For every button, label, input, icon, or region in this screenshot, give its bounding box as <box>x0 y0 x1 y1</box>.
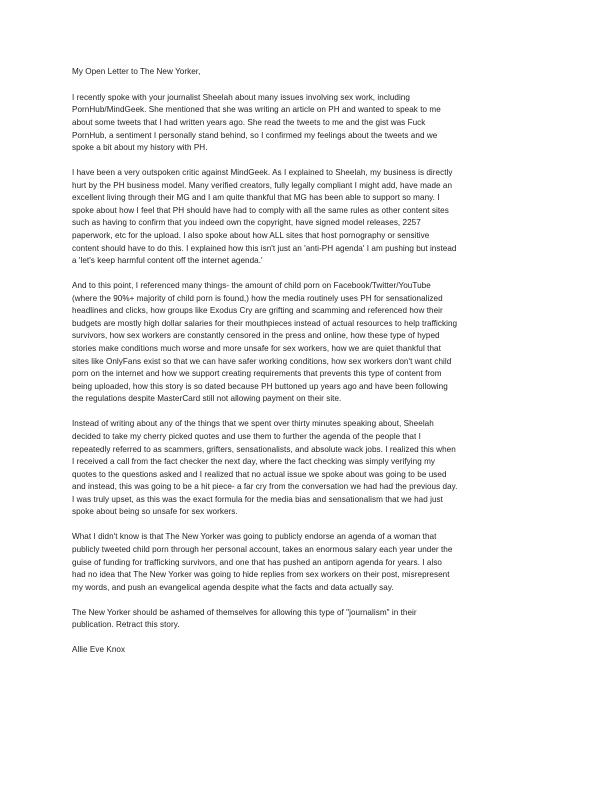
letter-paragraph-6: The New Yorker should be ashamed of themselves for allowing this type of "journalism" in their publication. Retract this story. <box>72 607 417 630</box>
letter-paragraph-1: I recently spoke with your journalist Sheelah about many issues involving sex work, including PornHub/MindGeek. She mentioned that she was writing an article on PH and wanted to speak to me about some tweets that I had written years ago. She read the tweets to me and the gist was Fuck PornHub, a sentiment I personally stand behind, so I confirmed my feelings about the tweets and we spoke a bit about my history with PH. <box>72 92 441 153</box>
letter-paragraph-3: And to this point, I referenced many things- the amount of child porn on Facebook/Twitter/YouTube (where the 90%+ majority of child porn is found,) how the media routinely uses PH for sensationalized headlines and clicks, how groups like Exodus Cry are grifting and scamming and referenced how their budgets are mostly high dollar salaries for their mouthpieces instead of actual resources to help trafficking survivors, how sex workers are constantly censored in the press and online, how these type of hyped stories make conditions much worse and more unsafe for sex workers, how we are quiet thankful that sites like OnlyFans exist so that we can have safer working conditions, how sex workers don't want child porn on the internet and how we support creating requirements that prevents this type of content from being uploaded, how this story is so dated because PH buttoned up years ago and have been following the regulations despite MasterCard still not allowing payment on their site. <box>72 281 458 404</box>
open-letter <box>72 66 550 669</box>
letter-signature: Allie Eve Knox <box>72 645 126 655</box>
letter-salutation: My Open Letter to The New Yorker, <box>72 67 201 76</box>
letter-paragraph-4: Instead of writing about any of the things that we spent over thirty minutes speaking about, Sheelah decided to take my cherry picked quotes and use them to further the agenda of the people that I repeatedly referred to as scammers, grifters, sensationalists, and absolute wack jobs. I realized this when I received a call from the fact checker the next day, where the fact checking was simply verifying my quotes to the questions asked and I realized that no actual issue we spoke about was going to be used and instead, this was going to be a hit piece- a far cry from the conversation we had had the previous day. I was truly upset, as this was the exact formula for the media bias and sensationalism that we had just spoke about being so unsafe for sex workers. <box>72 419 458 517</box>
letter-paragraph-2: I have been a very outspoken critic against MindGeek. As I explained to Sheelah, my business is directly hurt by the PH business model. Many verified creators, fully legally compliant I might add, have made an excellent living through their MG and I am quite thankful that MG has been able to support so many. I spoke about how I feel that PH should have had to comply with all the same rules as other content sites such as having to confirm that you indeed own the copyright, have signed model releases, 2257 paperwork, etc for the upload. I also spoke about how ALL sites that host pornography or sensitive content should have to do this. I explained how this isn't just an 'anti-PH agenda' I am pushing but instead a 'let's keep harmful content off the internet agenda.' <box>72 168 457 266</box>
letter-paragraph-5: What I didn't know is that The New Yorker was going to publicly endorse an agenda of a woman that publicly tweeted child porn through her personal account, takes an enormous salary each year under the guise of funding for trafficking survivors, and one that has pushed an antiporn agenda for years. I also had no idea that The New Yorker was going to hide replies from sex workers on their post, misrepresent my words, and push an evangelical agenda despite what the facts and data actually say. <box>72 532 453 592</box>
